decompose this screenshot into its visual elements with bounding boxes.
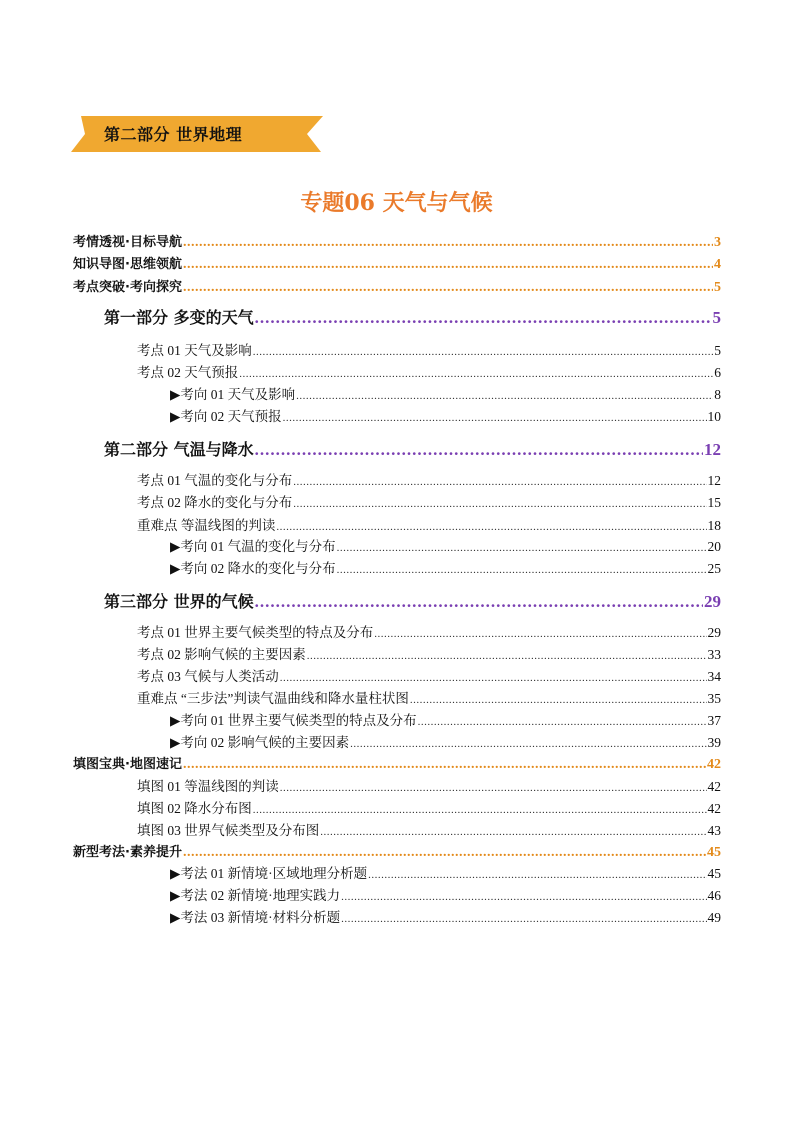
toc-entry-sub[interactable] xyxy=(170,383,721,403)
toc-entry-page-number: 49 xyxy=(707,910,721,925)
dot-leader xyxy=(368,869,706,881)
toc-entry-label: 考点突破·考向探究 xyxy=(73,280,182,295)
dot-leader xyxy=(280,672,707,684)
toc-entry-page-number: 12 xyxy=(707,473,721,488)
dot-leader xyxy=(253,346,714,358)
toc-entry-label: 填图宝典·地图速记 xyxy=(73,757,182,772)
dot-leader xyxy=(183,280,713,296)
toc-entry-page-number: 10 xyxy=(707,409,721,424)
dot-leader xyxy=(337,564,707,576)
dot-leader xyxy=(255,308,712,328)
toc-entry-sub[interactable] xyxy=(170,405,721,425)
dot-leader xyxy=(183,235,713,251)
toc-entry-page-number: 5 xyxy=(714,343,721,358)
dot-leader xyxy=(283,412,707,424)
toc-entry-label: ▶考法 01 新情境·区域地理分析题 xyxy=(170,866,368,881)
dot-leader xyxy=(255,440,703,460)
toc-entry-page-number: 42 xyxy=(707,801,721,816)
toc-entry-label: ▶考向 01 世界主要气候类型的特点及分布 xyxy=(170,713,417,728)
page-title: 专题06 天气与气候 xyxy=(300,190,493,216)
toc-entry-label: 重难点 “三步法”判读气温曲线和降水量柱状图 xyxy=(137,691,409,706)
toc-entry-label: 考点 02 天气预报 xyxy=(137,365,239,380)
toc-entry-sub[interactable] xyxy=(170,731,721,751)
toc-entry-page-number: 3 xyxy=(714,235,721,250)
toc-entry-page-number: 42 xyxy=(707,779,721,794)
toc-entry-label: 第一部分 多变的天气 xyxy=(104,308,254,327)
toc-entry-page-number: 29 xyxy=(704,592,721,611)
toc-entry-page-number: 39 xyxy=(707,735,721,750)
toc-entry-label: 填图 03 世界气候类型及分布图 xyxy=(137,823,320,838)
toc-entry-top[interactable] xyxy=(73,841,721,861)
toc-entry-label: ▶考向 01 天气及影响 xyxy=(170,387,296,402)
toc-entry-page-number: 46 xyxy=(707,888,721,903)
dot-leader xyxy=(320,826,706,838)
toc-entry-map[interactable] xyxy=(137,797,721,817)
toc-entry-page-number: 6 xyxy=(714,365,721,380)
toc-entry-page-number: 8 xyxy=(714,387,721,402)
toc-entry-page-number: 4 xyxy=(714,257,721,272)
toc-entry-item[interactable] xyxy=(137,491,721,511)
dot-leader xyxy=(307,650,707,662)
toc-entry-label: 第二部分 气温与降水 xyxy=(104,440,254,459)
toc-entry-page-number: 29 xyxy=(707,625,721,640)
toc-entry-label: 考点 01 气温的变化与分布 xyxy=(137,473,293,488)
toc-entry-label: 考点 02 影响气候的主要因素 xyxy=(137,647,306,662)
toc-entry-page-number: 35 xyxy=(707,691,721,706)
toc-entry-page-number: 42 xyxy=(707,757,721,772)
dot-leader xyxy=(418,716,707,728)
toc-entry-page-number: 15 xyxy=(707,495,721,510)
toc-entry-part[interactable] xyxy=(104,589,721,612)
toc-entry-item[interactable] xyxy=(137,361,721,381)
toc-entry-page-number: 5 xyxy=(712,308,721,327)
toc-entry-top[interactable] xyxy=(73,753,721,773)
toc-entry-page-number: 20 xyxy=(707,539,721,554)
toc-entry-sub[interactable] xyxy=(170,557,721,577)
toc-entry-label: 新型考法·素养提升 xyxy=(73,845,182,860)
section-banner xyxy=(71,114,323,154)
dot-leader xyxy=(293,476,706,488)
toc-entry-label: 填图 01 等温线图的判读 xyxy=(137,779,279,794)
toc-entry-page-number: 5 xyxy=(714,280,721,295)
toc-entry-label: ▶考向 02 降水的变化与分布 xyxy=(170,561,336,576)
toc-entry-page-number: 45 xyxy=(707,845,721,860)
dot-leader xyxy=(276,521,706,533)
toc-entry-item[interactable] xyxy=(137,621,721,641)
toc-entry-page-number: 18 xyxy=(707,518,721,533)
toc-entry-part[interactable] xyxy=(104,437,721,460)
dot-leader xyxy=(239,368,713,380)
toc-entry-sub[interactable] xyxy=(170,906,721,926)
dot-leader xyxy=(296,390,713,402)
toc-entry-part[interactable] xyxy=(104,305,721,328)
toc-entry-label: 知识导图·思维领航 xyxy=(73,257,182,272)
dot-leader xyxy=(293,498,706,510)
toc-entry-label: 第三部分 世界的气候 xyxy=(104,592,254,611)
toc-entry-map[interactable] xyxy=(137,819,721,839)
toc-entry-page-number: 37 xyxy=(707,713,721,728)
toc-entry-label: 考点 01 天气及影响 xyxy=(137,343,252,358)
toc-entry-page-number: 33 xyxy=(707,647,721,662)
toc-entry-label: ▶考法 02 新情境·地理实践力 xyxy=(170,888,341,903)
toc-entry-label: 考点 01 世界主要气候类型的特点及分布 xyxy=(137,625,374,640)
toc-entry-item[interactable] xyxy=(137,339,721,359)
dot-leader xyxy=(183,757,706,773)
dot-leader xyxy=(350,738,706,750)
toc-entry-label: 重难点 等温线图的判读 xyxy=(137,518,276,533)
toc-entry-top[interactable] xyxy=(73,253,721,273)
dot-leader xyxy=(410,694,707,706)
toc-entry-sub[interactable] xyxy=(170,709,721,729)
toc-entry-sub[interactable] xyxy=(170,862,721,882)
toc-entry-top[interactable] xyxy=(73,276,721,296)
toc-entry-label: 考点 03 气候与人类活动 xyxy=(137,669,279,684)
toc-entry-label: ▶考向 01 气温的变化与分布 xyxy=(170,539,336,554)
toc-entry-page-number: 34 xyxy=(707,669,721,684)
toc-entry-page-number: 12 xyxy=(704,440,721,459)
dot-leader xyxy=(374,628,706,640)
dot-leader xyxy=(341,913,706,925)
dot-leader xyxy=(280,782,707,794)
toc-entry-item[interactable] xyxy=(137,469,721,489)
banner-label: 第二部分 世界地理 xyxy=(104,125,243,144)
toc-entry-item[interactable] xyxy=(137,687,721,707)
toc-entry-map[interactable] xyxy=(137,775,721,795)
toc-entry-sub[interactable] xyxy=(170,884,721,904)
dot-leader xyxy=(341,891,706,903)
toc-entry-page-number: 25 xyxy=(707,561,721,576)
dot-leader xyxy=(183,845,706,861)
dot-leader xyxy=(253,804,707,816)
dot-leader xyxy=(337,542,707,554)
toc-entry-label: ▶考向 02 天气预报 xyxy=(170,409,282,424)
dot-leader xyxy=(255,592,703,612)
toc-entry-sub[interactable] xyxy=(170,535,721,555)
toc-entry-page-number: 45 xyxy=(707,866,721,881)
toc-entry-item[interactable] xyxy=(137,514,721,534)
toc-entry-item[interactable] xyxy=(137,643,721,663)
toc-entry-page-number: 43 xyxy=(707,823,721,838)
toc-entry-label: ▶考法 03 新情境·材料分析题 xyxy=(170,910,341,925)
toc-entry-label: 考点 02 降水的变化与分布 xyxy=(137,495,293,510)
toc-entry-label: 考情透视·目标导航 xyxy=(73,235,182,250)
toc-entry-top[interactable] xyxy=(73,231,721,251)
dot-leader xyxy=(183,257,713,273)
toc-entry-item[interactable] xyxy=(137,665,721,685)
toc-entry-label: 填图 02 降水分布图 xyxy=(137,801,252,816)
toc-entry-label: ▶考向 02 影响气候的主要因素 xyxy=(170,735,350,750)
